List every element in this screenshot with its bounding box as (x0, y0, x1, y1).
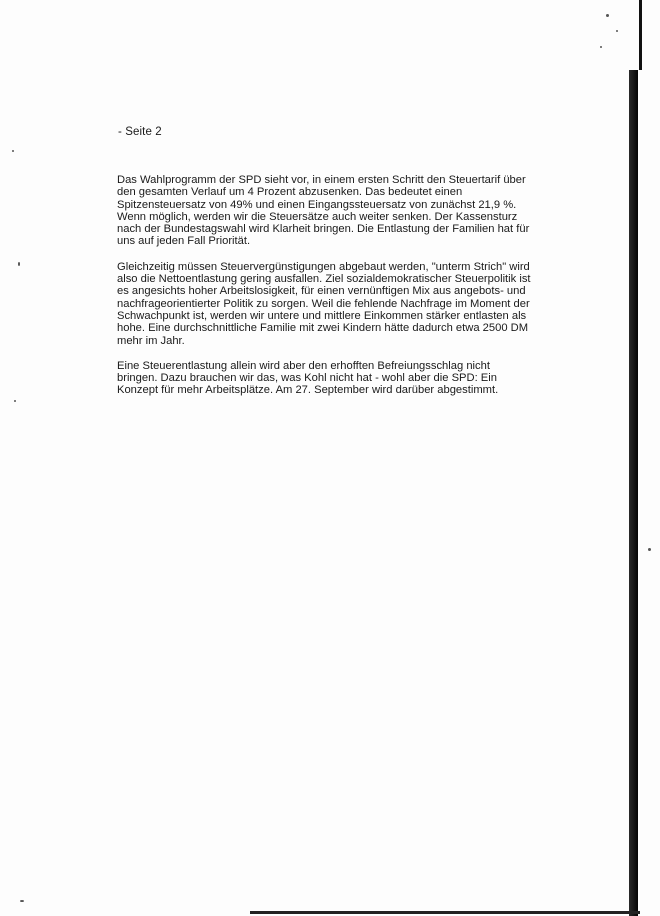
text-line: es angesichts hoher Arbeitslosigkeit, für einen vernünftigen Mix aus angebots- und (117, 285, 526, 298)
scan-speck (18, 262, 20, 266)
text-line: Konzept für mehr Arbeitsplätze. Am 27. September wird darüber abgestimmt. (117, 384, 499, 397)
text-line: also die Nettoentlastung gering ausfallen. Ziel sozialdemokratischer Steuerpolitik ist (117, 273, 531, 286)
text-line: Eine Steuerentlastung allein wird aber den erhofften Befreiungsschlag nicht (117, 359, 490, 372)
scan-speck (12, 150, 14, 152)
text-line: Wenn möglich, werden wir die Steuersätze auch weiter senken. Der Kassensturz (117, 210, 518, 223)
text-line: nach der Bundestagswahl wird Klarheit bringen. Die Entlastung der Familien hat für (117, 223, 530, 236)
text-line: hohe. Eine durchschnittliche Familie mit zwei Kindern hätte dadurch etwa 2500 DM (117, 322, 529, 335)
text-line: bringen. Dazu brauchen wir das, was Kohl nicht hat - wohl aber die SPD: Ein (117, 372, 497, 385)
scan-edge-bottom (250, 911, 640, 914)
text-line: Schwachpunkt ist, werden wir untere und mittlere Einkommen stärker entlasten als (117, 309, 527, 322)
scan-speck (648, 548, 651, 551)
letter-body (117, 174, 537, 410)
scan-speck (606, 14, 609, 17)
text-line: den gesamten Verlauf um 4 Prozent abzusenken. Das bedeutet einen (117, 186, 463, 199)
paragraph-3 (117, 360, 537, 397)
text-line: nachfrageorientierter Politik zu sorgen. Weil die fehlende Nachfrage im Moment der (117, 297, 530, 310)
text-line: uns auf jeden Fall Priorität. (117, 235, 251, 248)
scan-speck (14, 400, 16, 402)
text-line: Gleichzeitig müssen Steuervergünstigungen abgebaut werden, "unterm Strich" wird (117, 260, 530, 273)
text-line: Spitzensteuersatz von 49% und einen Eingangssteuersatz von zunächst 21,9 %. (117, 198, 517, 211)
paragraph-1 (117, 174, 537, 248)
page-number-header: - Seite 2 (118, 126, 162, 138)
scan-speck (600, 46, 602, 48)
scan-speck (616, 30, 618, 32)
paragraph-2 (117, 261, 537, 347)
scan-edge-top (639, 0, 642, 70)
text-line: mehr im Jahr. (117, 334, 185, 347)
text-line: Das Wahlprogramm der SPD sieht vor, in einem ersten Schritt den Steuertarif über (117, 174, 526, 186)
scan-edge-right (629, 70, 638, 916)
scan-speck (20, 900, 24, 902)
